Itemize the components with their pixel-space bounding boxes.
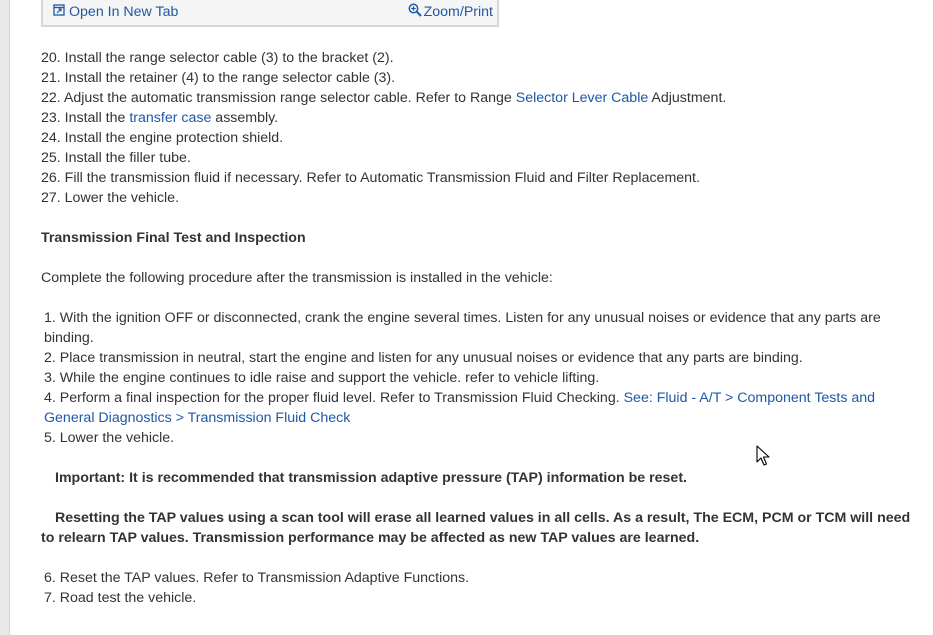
- step-text: 26. Fill the transmission fluid if necessary. Refer to Automatic Transmission Fluid and Filter Replacement.: [41, 170, 700, 186]
- zoom-print-label: Zoom/Print: [423, 4, 493, 20]
- step-text: Adjustment.: [648, 90, 727, 106]
- document-toolbar: [41, 0, 499, 27]
- test-step-4: [41, 388, 921, 428]
- procedure-step-25: [41, 148, 921, 168]
- procedure-step-22: [41, 88, 921, 108]
- fluid-check-link[interactable]: See: Fluid - A/T > Component Tests and General Diagnostics > Transmission Fluid Check: [44, 390, 876, 426]
- step-text: 24. Install the engine protection shield.: [41, 130, 284, 146]
- open-in-new-tab-link[interactable]: [53, 4, 178, 20]
- test-step-7: 7. Road test the vehicle.: [44, 590, 197, 606]
- test-step-6: 6. Reset the TAP values. Refer to Transmission Adaptive Functions.: [44, 570, 470, 586]
- procedure-step-26: [41, 168, 921, 188]
- tap-reset-note: Resetting the TAP values using a scan tool will erase all learned values in all cells. As a result, The ECM, PCM or TCM will need to relearn TAP values. Transmission performance may be affected as new TAP values are learned.: [41, 510, 911, 546]
- procedure-step-24: [41, 128, 921, 148]
- procedure-step-21: [41, 68, 921, 88]
- selector-lever-cable-link[interactable]: Selector Lever Cable: [515, 90, 649, 106]
- left-scroll-gutter: [0, 0, 10, 635]
- procedure-step-27: [41, 188, 921, 208]
- step-text: 21. Install the retainer (4) to the range selector cable (3).: [41, 70, 396, 86]
- important-note: Important: It is recommended that transmission adaptive pressure (TAP) information be reset.: [55, 470, 687, 486]
- open-in-new-tab-label: Open In New Tab: [69, 4, 179, 20]
- zoom-print-link[interactable]: [408, 4, 493, 20]
- mouse-pointer-icon: [756, 445, 770, 467]
- procedure-content: [41, 48, 921, 608]
- transfer-case-link[interactable]: transfer case: [129, 110, 212, 126]
- step-text: 22. Adjust the automatic transmission range selector cable. Refer to Range: [41, 90, 516, 106]
- section-heading: Transmission Final Test and Inspection: [41, 230, 306, 246]
- step-text: 23. Install the: [41, 110, 130, 126]
- procedure-step-23: [41, 108, 921, 128]
- step-text: 25. Install the filler tube.: [41, 150, 191, 166]
- test-step-1: 1. With the ignition OFF or disconnected, crank the engine several times. Listen for any unusual noises or evidence that any parts are binding.: [44, 310, 881, 346]
- step-text: 20. Install the range selector cable (3) to the bracket (2).: [41, 50, 394, 66]
- step-text: 4. Perform a final inspection for the proper fluid level. Refer to Transmission Fluid Checking.: [44, 390, 624, 406]
- open-in-new-tab-icon: [53, 4, 65, 16]
- section-intro: Complete the following procedure after the transmission is installed in the vehicle:: [41, 270, 553, 286]
- test-step-2: 2. Place transmission in neutral, start the engine and listen for any unusual noises or evidence that any parts are binding.: [44, 350, 803, 366]
- magnifier-zoom-icon: [408, 3, 422, 17]
- procedure-step-20: [41, 48, 921, 68]
- step-text: 27. Lower the vehicle.: [41, 190, 180, 206]
- step-text: assembly.: [211, 110, 279, 126]
- test-step-5: 5. Lower the vehicle.: [44, 430, 175, 446]
- test-step-3: 3. While the engine continues to idle raise and support the vehicle. refer to vehicle lifting.: [44, 370, 600, 386]
